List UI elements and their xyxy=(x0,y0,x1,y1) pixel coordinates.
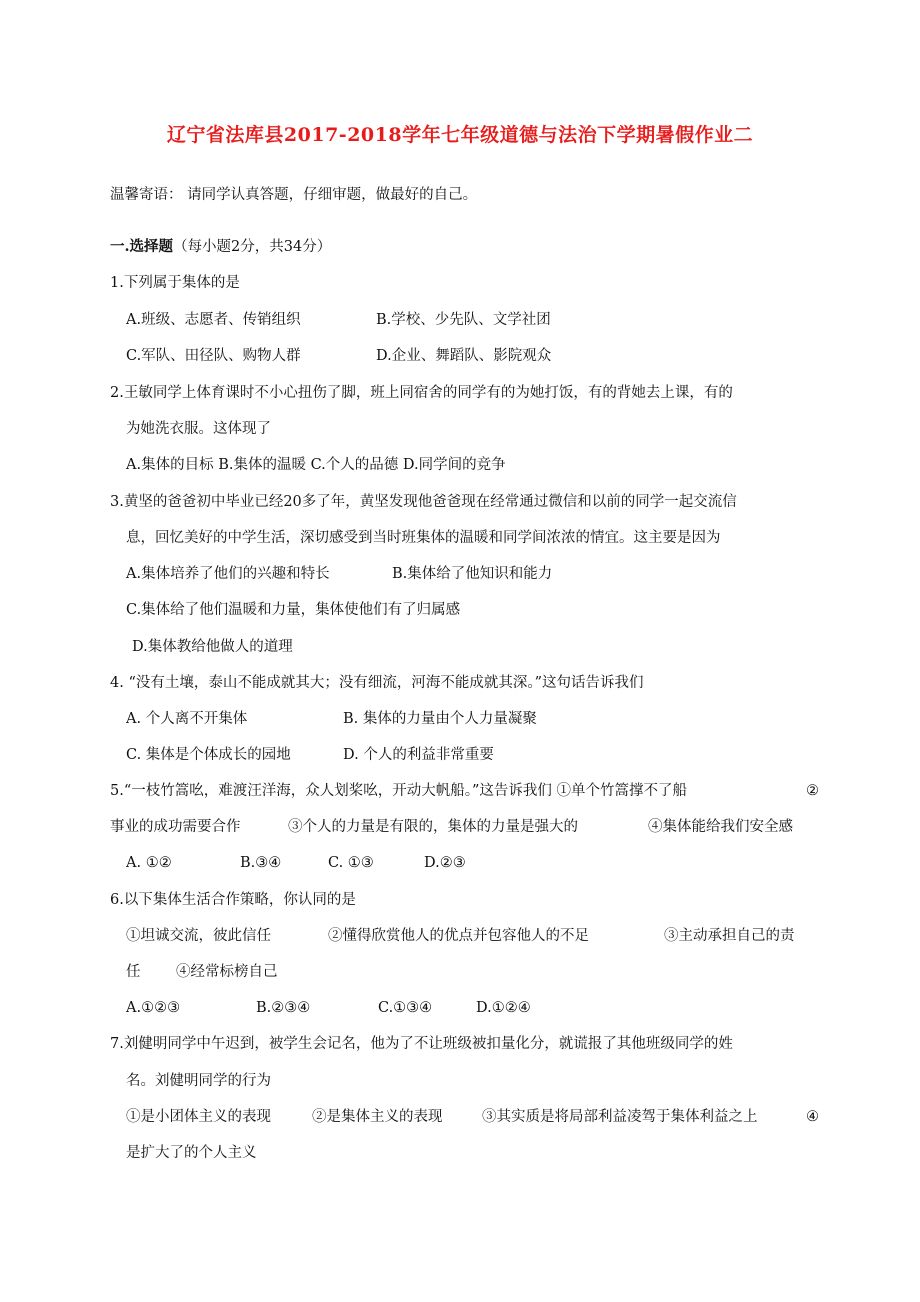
document-title: 辽宁省法库县2017-2018学年七年级道德与法治下学期暑假作业二 xyxy=(166,124,754,146)
q7-item-4: ④ xyxy=(806,1109,819,1125)
q2-stem-line2: 为她洗衣服。这体现了 xyxy=(126,421,271,437)
q5-stem-line2-part1: 事业的成功需要合作 xyxy=(110,819,241,835)
q4-option-c: C. 集体是个体成长的园地 xyxy=(126,747,291,763)
q7-stem-line2: 名。刘健明同学的行为 xyxy=(126,1073,271,1089)
q5-stem-line1: 5.“一枝竹篙吆，难渡汪洋海，众人划桨吆，开动大帆船。”这告诉我们 ①单个竹篙撑不了船 xyxy=(110,783,688,799)
greeting-text: 温馨寄语： 请同学认真答题，仔细审题，做最好的自己。 xyxy=(110,187,478,203)
section-title: 一.选择题 xyxy=(110,238,174,255)
q1-option-c: C.军队、田径队、购物人群 xyxy=(126,348,301,364)
q6-stem: 6.以下集体生活合作策略，你认同的是 xyxy=(110,892,356,908)
q5-option-b: B.③④ xyxy=(240,855,282,871)
q4-option-a: A. 个人离不开集体 xyxy=(126,711,248,727)
q3-option-a: A.集体培养了他们的兴趣和特长 xyxy=(126,566,330,582)
q4-stem: 4. “没有土壤，泰山不能成就其大；没有细流，河海不能成就其深。”这句话告诉我们 xyxy=(110,675,644,691)
q7-stem-line1: 7.刘健明同学中午迟到，被学生会记名，他为了不让班级被扣量化分，就谎报了其他班级同学的姓 xyxy=(110,1036,733,1052)
q6-option-a: A.①②③ xyxy=(126,1000,181,1016)
q7-item-4-cont: 是扩大了的个人主义 xyxy=(126,1145,257,1161)
q1-stem: 1.下列属于集体的是 xyxy=(110,275,240,291)
q5-option-c: C. ①③ xyxy=(328,855,374,871)
q2-options: A.集体的目标 B.集体的温暖 C.个人的品德 D.同学间的竞争 xyxy=(126,457,506,473)
q7-item-2: ②是集体主义的表现 xyxy=(312,1109,443,1125)
q6-item-3-cont: 任 xyxy=(126,964,141,980)
q5-stem-line2-part2: ③个人的力量是有限的，集体的力量是强大的 xyxy=(288,819,578,835)
q5-option-a: A. ①② xyxy=(126,855,172,871)
section-note: （每小题2分，共34分） xyxy=(173,239,332,255)
q3-option-b: B.集体给了他知识和能力 xyxy=(392,566,553,582)
section-heading xyxy=(110,237,331,257)
q3-option-c: C.集体给了他们温暖和力量，集体使他们有了归属感 xyxy=(126,602,461,618)
q5-stem-line2-part3: ④集体能给我们安全感 xyxy=(648,819,793,835)
q3-stem-line2: 息，回忆美好的中学生活，深切感受到当时班集体的温暖和同学间浓浓的情宜。这主要是因为 xyxy=(126,530,721,546)
q1-option-b: B.学校、少先队、文学社团 xyxy=(376,312,551,328)
q4-option-b: B. 集体的力量由个人力量凝聚 xyxy=(343,711,537,727)
q6-item-3: ③主动承担自己的责 xyxy=(664,928,795,944)
q1-option-d: D.企业、舞蹈队、影院观众 xyxy=(376,348,552,364)
q6-item-1: ①坦诚交流，彼此信任 xyxy=(126,928,271,944)
q3-stem-line1: 3.黄坚的爸爸初中毕业已经20多了年，黄坚发现他爸爸现在经常通过微信和以前的同学一起交流信 xyxy=(110,494,737,510)
q3-option-d: D.集体教给他做人的道理 xyxy=(132,639,293,655)
q5-option-d: D.②③ xyxy=(424,855,466,871)
q6-option-b: B.②③④ xyxy=(256,1000,311,1016)
q5-stem-line1-tail: ② xyxy=(806,783,819,799)
q2-stem-line1: 2.王敏同学上体育课时不小心扭伤了脚，班上同宿舍的同学有的为她打饭，有的背她去上课，有的 xyxy=(110,385,733,401)
q6-option-c: C.①③④ xyxy=(378,1000,433,1016)
q6-item-4: ④经常标榜自己 xyxy=(176,964,278,980)
q7-item-3: ③其实质是将局部利益凌驾于集体利益之上 xyxy=(482,1109,758,1125)
q6-option-d: D.①②④ xyxy=(476,1000,531,1016)
q6-item-2: ②懂得欣赏他人的优点并包容他人的不足 xyxy=(328,928,589,944)
q7-item-1: ①是小团体主义的表现 xyxy=(126,1109,271,1125)
q4-option-d: D. 个人的利益非常重要 xyxy=(343,747,494,763)
q1-option-a: A.班级、志愿者、传销组织 xyxy=(126,312,301,328)
